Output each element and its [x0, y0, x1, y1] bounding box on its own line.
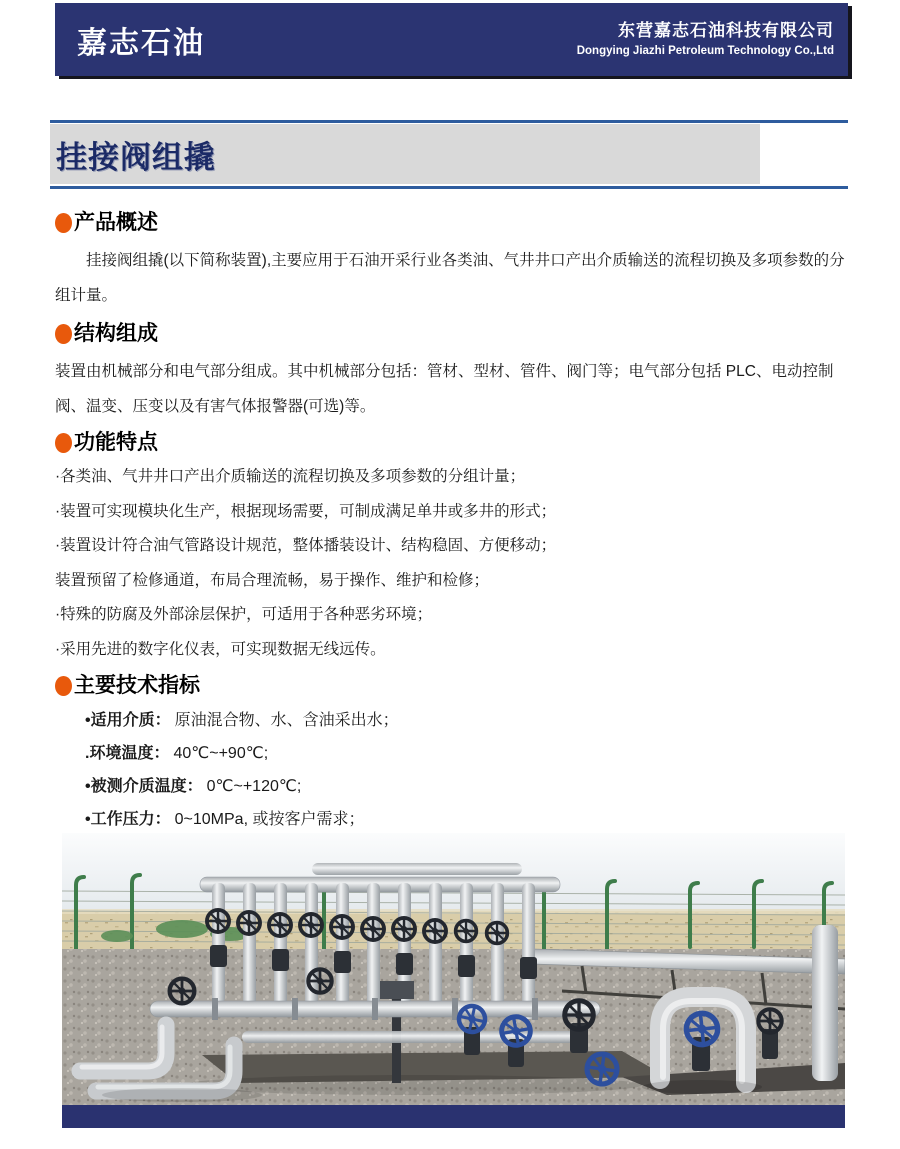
spec-label: 环境温度：	[89, 745, 170, 762]
spec-bullet: .	[85, 745, 90, 762]
right-vertical-pipe	[812, 925, 838, 1081]
company-name-cn: 东营嘉志石油科技有限公司	[618, 21, 834, 41]
section-heading-features	[55, 428, 848, 458]
spec-value: 0~10MPa, 或按客户需求；	[174, 811, 365, 828]
product-title: 挂接阀组撬	[56, 139, 216, 175]
orange-bullet-icon	[55, 433, 72, 453]
sign-plate	[380, 981, 414, 999]
product-photo	[62, 833, 845, 1105]
overview-paragraph: 挂接阀组撬(以下简称装置),主要应用于石油开采行业各类油、气井井口产出介质输送的流程切换及多项参数的分组计量。	[55, 252, 845, 304]
company-name-en: Dongying Jiazhi Petroleum Technology Co.,Ltd	[576, 45, 834, 58]
feature-item: ·特殊的防腐及外部涂层保护，可适用于各种恶劣环境；	[55, 606, 433, 623]
orange-bullet-icon	[55, 324, 72, 344]
feature-item: ·采用先进的数字化仪表，可实现数据无线远传。	[55, 640, 386, 658]
spec-value: 原油混合物、水、含油采出水；	[174, 712, 399, 729]
spec-value: 0℃~+120℃;	[206, 778, 302, 795]
spec-bullet: •	[85, 712, 91, 729]
valve-manifold-illustration	[62, 833, 845, 1105]
banner-rule-bottom	[50, 186, 848, 189]
header-bar	[55, 3, 848, 76]
section-heading-specs	[55, 671, 848, 701]
section-heading-structure	[55, 319, 848, 349]
spec-label: 工作压力：	[90, 811, 171, 828]
section-heading-overview	[55, 208, 848, 238]
section-heading-features-label: 功能特点	[74, 431, 158, 454]
spec-bullet: •	[85, 778, 91, 795]
spec-item-pressure	[85, 803, 848, 836]
banner-rule-top	[50, 120, 848, 123]
company-logo: 嘉志石油	[77, 26, 205, 60]
feature-item: ·装置设计符合油气管路设计规范，整体播装设计、结构稳固、方便移动；	[55, 537, 557, 554]
product-title-box	[50, 124, 760, 184]
title-banner	[50, 120, 848, 189]
section-heading-structure-label: 结构组成	[74, 322, 158, 345]
spec-value: 40℃~+90℃;	[173, 745, 269, 762]
feature-list	[55, 460, 848, 667]
spec-label: 被测介质温度：	[90, 778, 203, 795]
company-name-block	[577, 20, 834, 59]
section-heading-specs-label: 主要技术指标	[74, 674, 200, 697]
feature-item: ·各类油、气井井口产出介质输送的流程切换及多项参数的分组计量；	[55, 468, 526, 485]
spec-label: 适用介质：	[90, 712, 171, 729]
footer-bar	[62, 1105, 845, 1128]
structure-paragraph: 装置由机械部分和电气部分组成。其中机械部分包括：管材、型材、管件、阀门等；电气部分包括 PLC、电动控制阀、温变、压变以及有害气体报警器(可选)等。	[55, 363, 834, 415]
orange-bullet-icon	[55, 213, 72, 233]
feature-item: 装置预留了检修通道，布局合理流畅，易于操作、维护和检修；	[55, 571, 490, 589]
spec-item-medium-temp	[85, 770, 848, 803]
feature-item: ·装置可实现模块化生产，根据现场需要，可制成满足单井或多井的形式；	[55, 502, 557, 520]
spec-bullet: •	[85, 811, 91, 828]
spec-item-ambient-temp	[85, 737, 848, 770]
orange-bullet-icon	[55, 676, 72, 696]
spec-item-medium	[85, 704, 848, 737]
section-heading-overview-label: 产品概述	[74, 211, 158, 234]
manifold-header-pipe-2	[312, 863, 522, 875]
